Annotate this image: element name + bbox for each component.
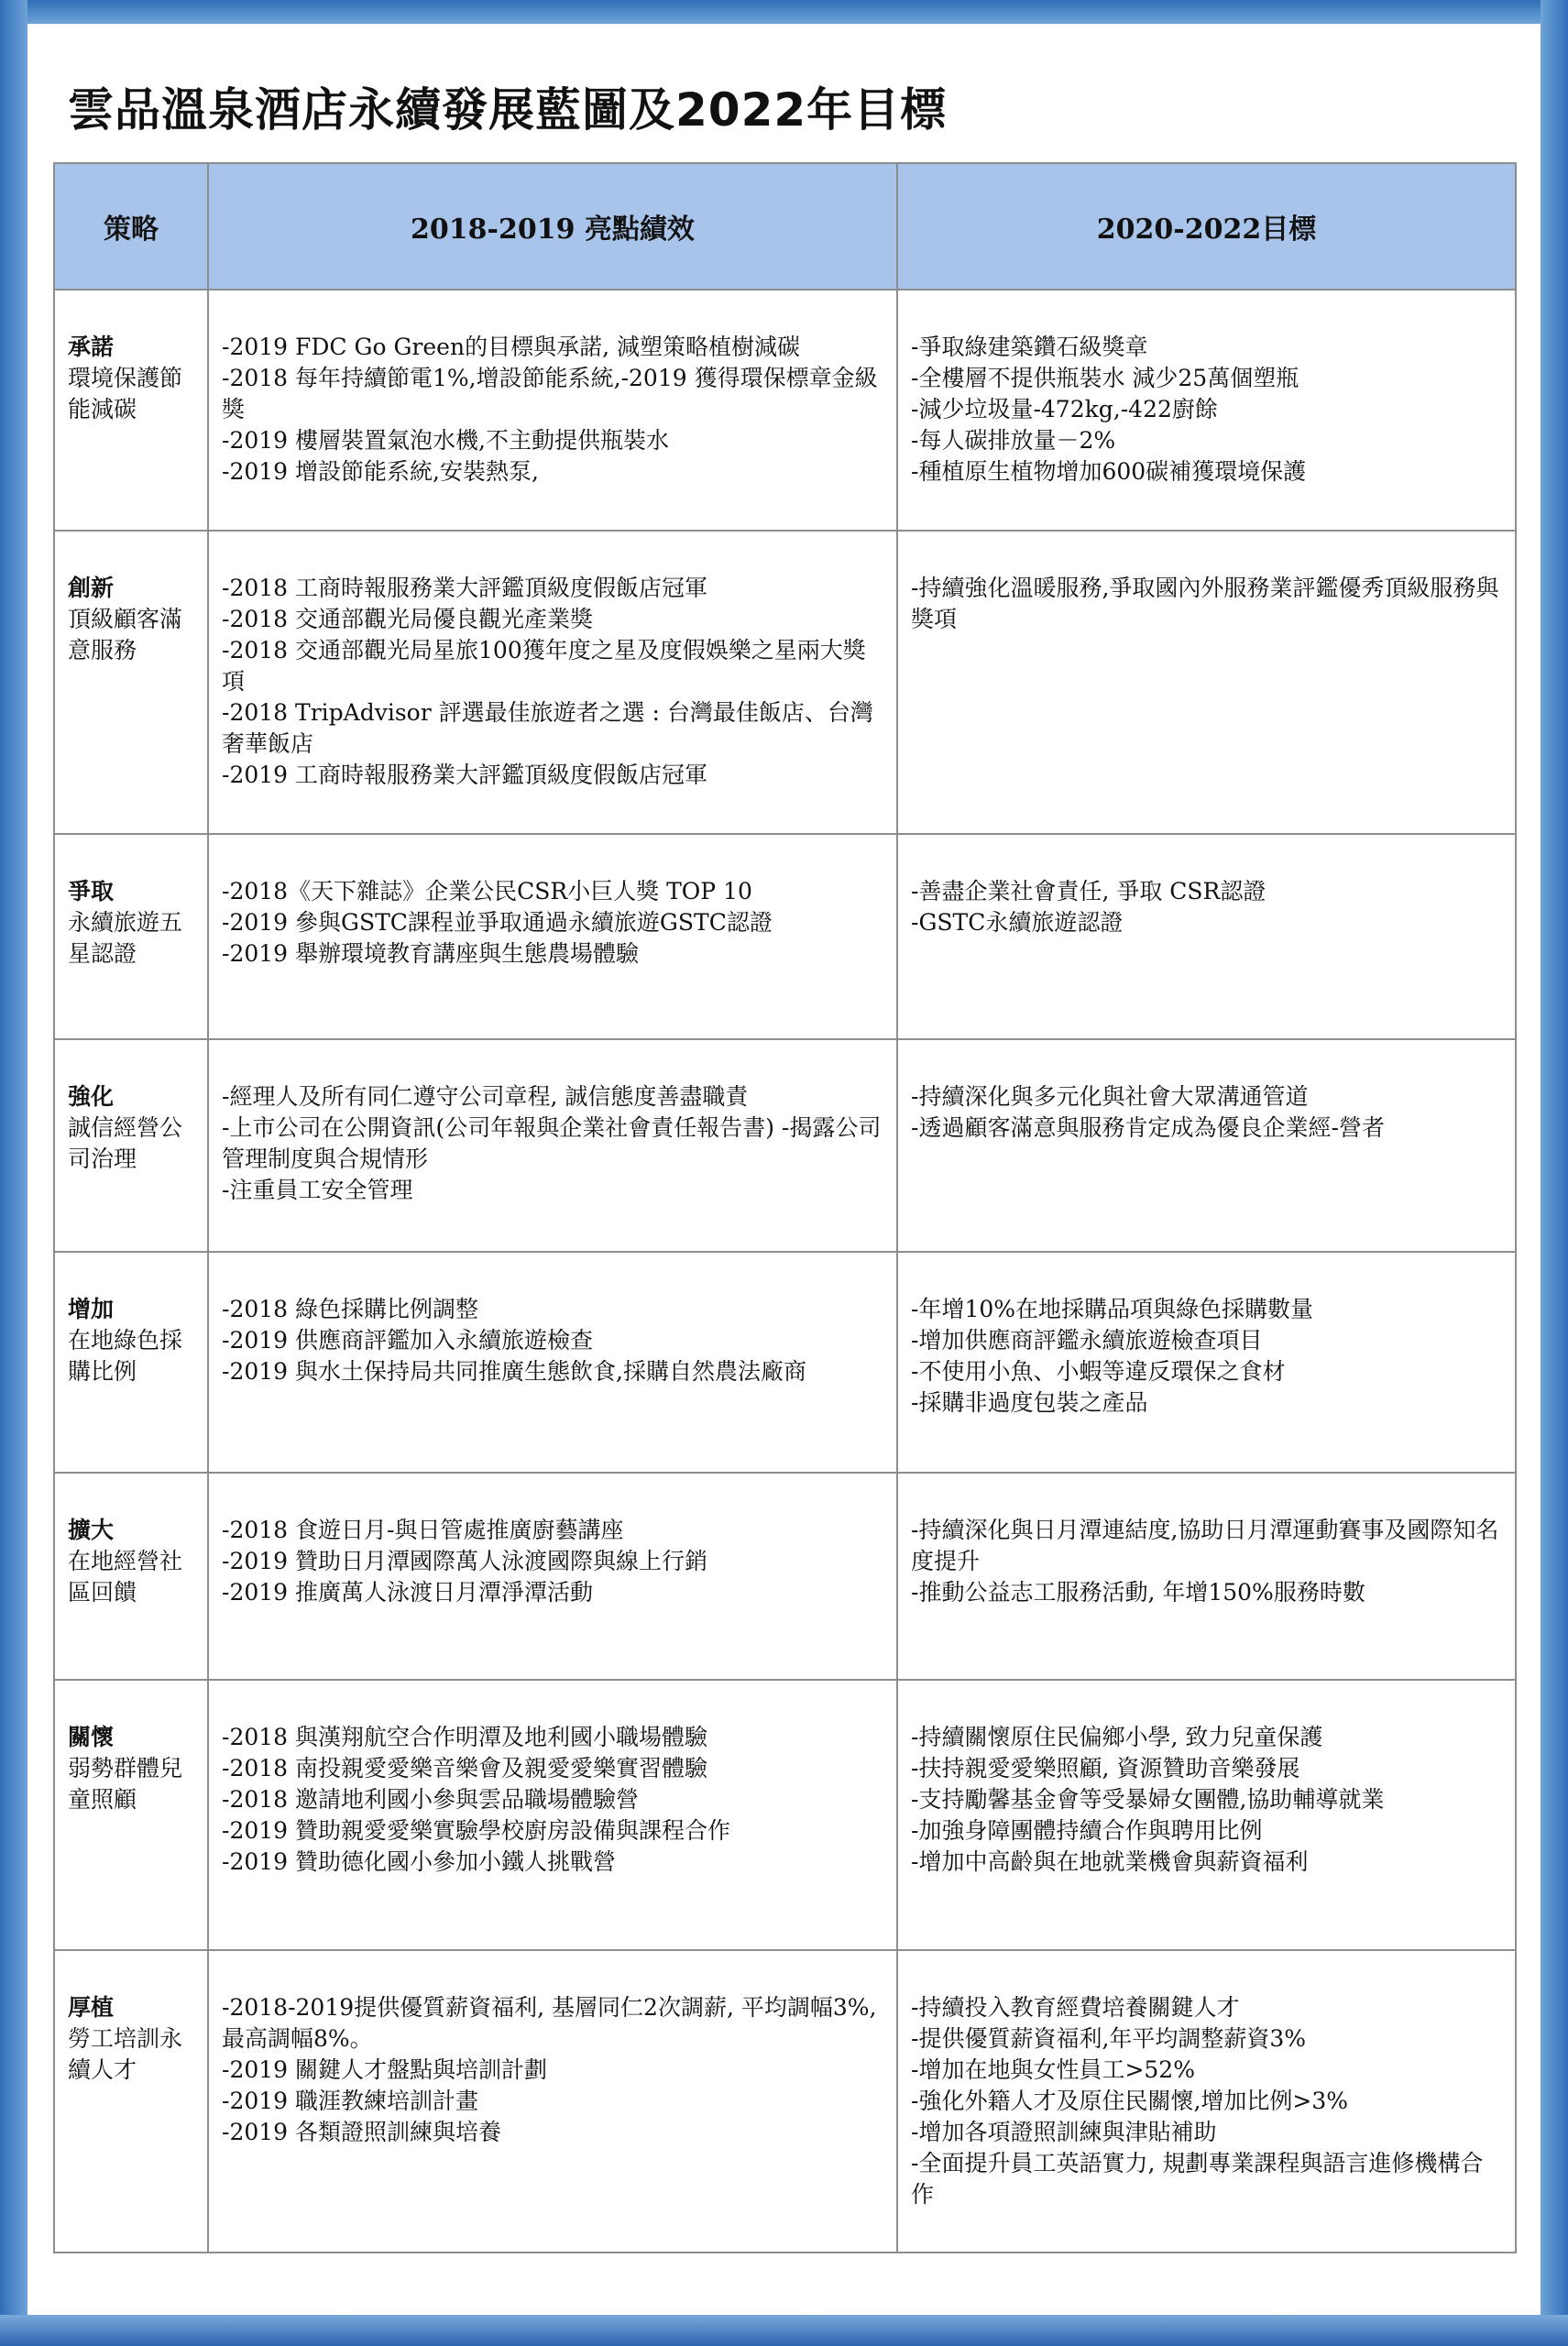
goals-cell — [897, 1950, 1516, 2253]
goal-item: -增加供應商評鑑永續旅遊檢查項目 — [911, 1327, 1263, 1354]
achievement-item: -2019 參與GSTC課程並爭取通過永續旅遊GSTC認證 — [222, 909, 773, 936]
decorative-frame-right — [1541, 0, 1568, 2346]
achievements-cell — [208, 1473, 897, 1680]
goal-item: -扶持親愛愛樂照顧, 資源贊助音樂發展 — [911, 1755, 1300, 1781]
goal-item: -種植原生植物增加600碳補獲環境保護 — [911, 458, 1307, 485]
sustainability-table — [53, 162, 1517, 2253]
strategy-title: 關懷 — [68, 1724, 115, 1750]
goal-item: -提供優質薪資福利,年平均調整薪資3% — [911, 2025, 1307, 2052]
goal-item: -善盡企業社會責任, 爭取 CSR認證 — [911, 878, 1266, 904]
strategy-cell — [54, 1680, 208, 1950]
header-achievements: 2018-2019 亮點績效 — [208, 163, 897, 290]
achievement-item: -2019 舉辦環境教育講座與生態農場體驗 — [222, 940, 640, 967]
goal-item: -全面提升員工英語實力, 規劃專業課程與語言進修機構合作 — [911, 2150, 1484, 2208]
goal-item: -強化外籍人才及原住民關懷,增加比例>3% — [911, 2088, 1349, 2114]
achievement-item: -2019 工商時報服務業大評鑑頂級度假飯店冠軍 — [222, 762, 708, 788]
goal-item: -減少垃圾量-472kg,-422廚餘 — [911, 396, 1218, 422]
achievements-cell — [208, 1680, 897, 1950]
table-header-row — [54, 163, 1516, 290]
goals-cell — [897, 1473, 1516, 1680]
achievement-item: -經理人及所有同仁遵守公司章程, 誠信態度善盡職責 — [222, 1083, 749, 1110]
strategy-title: 擴大 — [68, 1517, 115, 1543]
strategy-description: 永續旅遊五星認證 — [68, 909, 183, 967]
goal-item: -全樓層不提供瓶裝水 減少25萬個塑瓶 — [911, 365, 1299, 391]
strategy-description: 勞工培訓永續人才 — [68, 2025, 183, 2083]
goal-item: -GSTC永續旅遊認證 — [911, 909, 1124, 936]
goal-item: -採購非過度包裝之產品 — [911, 1389, 1148, 1416]
goals-cell — [897, 531, 1516, 834]
table-row — [54, 1950, 1516, 2253]
strategy-cell — [54, 1950, 208, 2253]
achievement-item: -2019 與水土保持局共同推廣生態飲食,採購自然農法廠商 — [222, 1358, 806, 1385]
strategy-description: 弱勢群體兒童照顧 — [68, 1755, 183, 1813]
decorative-frame-top — [0, 0, 1568, 24]
strategy-title: 厚植 — [68, 1994, 115, 2021]
goals-cell — [897, 1680, 1516, 1950]
achievement-item: -2019 供應商評鑑加入永續旅遊檢查 — [222, 1327, 594, 1354]
achievement-item: -注重員工安全管理 — [222, 1177, 413, 1203]
goal-item: -持續投入教育經費培養關鍵人才 — [911, 1994, 1240, 2021]
goals-cell — [897, 1039, 1516, 1252]
strategy-title: 承諾 — [68, 334, 115, 360]
achievements-cell — [208, 290, 897, 531]
achievement-item: -2019 樓層裝置氣泡水機,不主動提供瓶裝水 — [222, 427, 669, 454]
achievement-item: -2019 推廣萬人泳渡日月潭淨潭活動 — [222, 1579, 594, 1606]
strategy-title: 強化 — [68, 1083, 115, 1110]
strategy-cell — [54, 531, 208, 834]
goal-item: -持續深化與多元化與社會大眾溝通管道 — [911, 1083, 1309, 1110]
achievement-item: -2018-2019提供優質薪資福利, 基層同仁2次調薪, 平均調幅3%, 最高調幅8%。 — [222, 1994, 877, 2052]
header-goals: 2020-2022目標 — [897, 163, 1516, 290]
achievement-item: -上市公司在公開資訊(公司年報與企業社會責任報告書) -揭露公司管理制度與合規情形 — [222, 1114, 882, 1172]
achievement-item: -2019 贊助親愛愛樂實驗學校廚房設備與課程合作 — [222, 1817, 731, 1844]
achievement-item: -2018《天下雜誌》企業公民CSR小巨人獎 TOP 10 — [222, 878, 752, 904]
table-row — [54, 1039, 1516, 1252]
goal-item: -年增10%在地採購品項與綠色採購數量 — [911, 1296, 1314, 1322]
goal-item: -持續深化與日月潭連結度,協助日月潭運動賽事及國際知名度提升 — [911, 1517, 1499, 1574]
goals-cell — [897, 1252, 1516, 1473]
achievement-item: -2018 綠色採購比例調整 — [222, 1296, 479, 1322]
strategy-cell — [54, 834, 208, 1039]
strategy-cell — [54, 1473, 208, 1680]
goal-item: -增加在地與女性員工>52% — [911, 2056, 1195, 2083]
achievements-cell — [208, 1252, 897, 1473]
achievement-item: -2019 FDC Go Green的目標與承諾, 減塑策略植樹減碳 — [222, 334, 800, 360]
achievement-item: -2018 與漢翔航空合作明潭及地利國小職場體驗 — [222, 1724, 708, 1750]
achievement-item: -2018 南投親愛愛樂音樂會及親愛愛樂實習體驗 — [222, 1755, 708, 1781]
strategy-title: 爭取 — [68, 878, 115, 904]
achievement-item: -2019 贊助日月潭國際萬人泳渡國際與線上行銷 — [222, 1548, 708, 1574]
strategy-description: 頂級顧客滿意服務 — [68, 606, 183, 663]
strategy-description: 在地經營社區回饋 — [68, 1548, 183, 1606]
goal-item: -加強身障團體持續合作與聘用比例 — [911, 1817, 1263, 1844]
achievement-item: -2018 交通部觀光局星旅100獲年度之星及度假娛樂之星兩大獎項 — [222, 637, 866, 695]
decorative-frame-bottom — [0, 2315, 1568, 2346]
achievement-item: -2019 贊助德化國小參加小鐵人挑戰營 — [222, 1848, 617, 1875]
achievement-item: -2019 增設節能系統,安裝熱泵, — [222, 458, 539, 485]
strategy-description: 誠信經營公司治理 — [68, 1114, 183, 1172]
page-title: 雲品溫泉酒店永續發展藍圖及2022年目標 — [68, 83, 948, 137]
achievement-item: -2018 邀請地利國小參與雲品職場體驗營 — [222, 1786, 640, 1813]
achievements-cell — [208, 531, 897, 834]
table-row — [54, 834, 1516, 1039]
goal-item: -增加各項證照訓練與津貼補助 — [911, 2119, 1217, 2145]
header-strategy: 策略 — [54, 163, 208, 290]
strategy-description: 環境保護節能減碳 — [68, 365, 183, 422]
achievement-item: -2019 各類證照訓練與培養 — [222, 2119, 502, 2145]
goal-item: -每人碳排放量－2% — [911, 427, 1116, 454]
strategy-description: 在地綠色採購比例 — [68, 1327, 183, 1385]
achievements-cell — [208, 1039, 897, 1252]
achievement-item: -2018 食遊日月-與日管處推廣廚藝講座 — [222, 1517, 624, 1543]
strategy-title: 增加 — [68, 1296, 115, 1322]
table-row — [54, 1680, 1516, 1950]
goal-item: -支持勵馨基金會等受暴婦女團體,協助輔導就業 — [911, 1786, 1385, 1813]
goal-item: -不使用小魚、小蝦等違反環保之食材 — [911, 1358, 1286, 1385]
goal-item: -透過顧客滿意與服務肯定成為優良企業經-營者 — [911, 1114, 1385, 1141]
document-sheet — [27, 24, 1541, 2315]
achievement-item: -2018 TripAdvisor 評選最佳旅遊者之選 : 台灣最佳飯店、台灣奢華飯店 — [222, 699, 873, 757]
achievements-cell — [208, 1950, 897, 2253]
strategy-cell — [54, 290, 208, 531]
table-row — [54, 531, 1516, 834]
table-row — [54, 1252, 1516, 1473]
achievement-item: -2018 交通部觀光局優良觀光產業獎 — [222, 606, 594, 632]
achievement-item: -2019 關鍵人才盤點與培訓計劃 — [222, 2056, 548, 2083]
table-row — [54, 1473, 1516, 1680]
strategy-cell — [54, 1039, 208, 1252]
strategy-title: 創新 — [68, 575, 115, 601]
goals-cell — [897, 834, 1516, 1039]
goal-item: -爭取綠建築鑽石級獎章 — [911, 334, 1148, 360]
table-row — [54, 290, 1516, 531]
goal-item: -持續強化溫暖服務,爭取國內外服務業評鑑優秀頂級服務與獎項 — [911, 575, 1499, 632]
table-body — [54, 290, 1516, 2253]
decorative-frame-left — [0, 0, 27, 2346]
achievements-cell — [208, 834, 897, 1039]
strategy-cell — [54, 1252, 208, 1473]
goal-item: -持續關懷原住民偏鄉小學, 致力兒童保護 — [911, 1724, 1323, 1750]
goal-item: -推動公益志工服務活動, 年增150%服務時數 — [911, 1579, 1365, 1606]
achievement-item: -2018 每年持續節電1%,增設節能系統,-2019 獲得環保標章金級獎 — [222, 365, 878, 422]
achievement-item: -2019 職涯教練培訓計畫 — [222, 2088, 479, 2114]
goal-item: -增加中高齡與在地就業機會與薪資福利 — [911, 1848, 1309, 1875]
achievement-item: -2018 工商時報服務業大評鑑頂級度假飯店冠軍 — [222, 575, 708, 601]
goals-cell — [897, 290, 1516, 531]
